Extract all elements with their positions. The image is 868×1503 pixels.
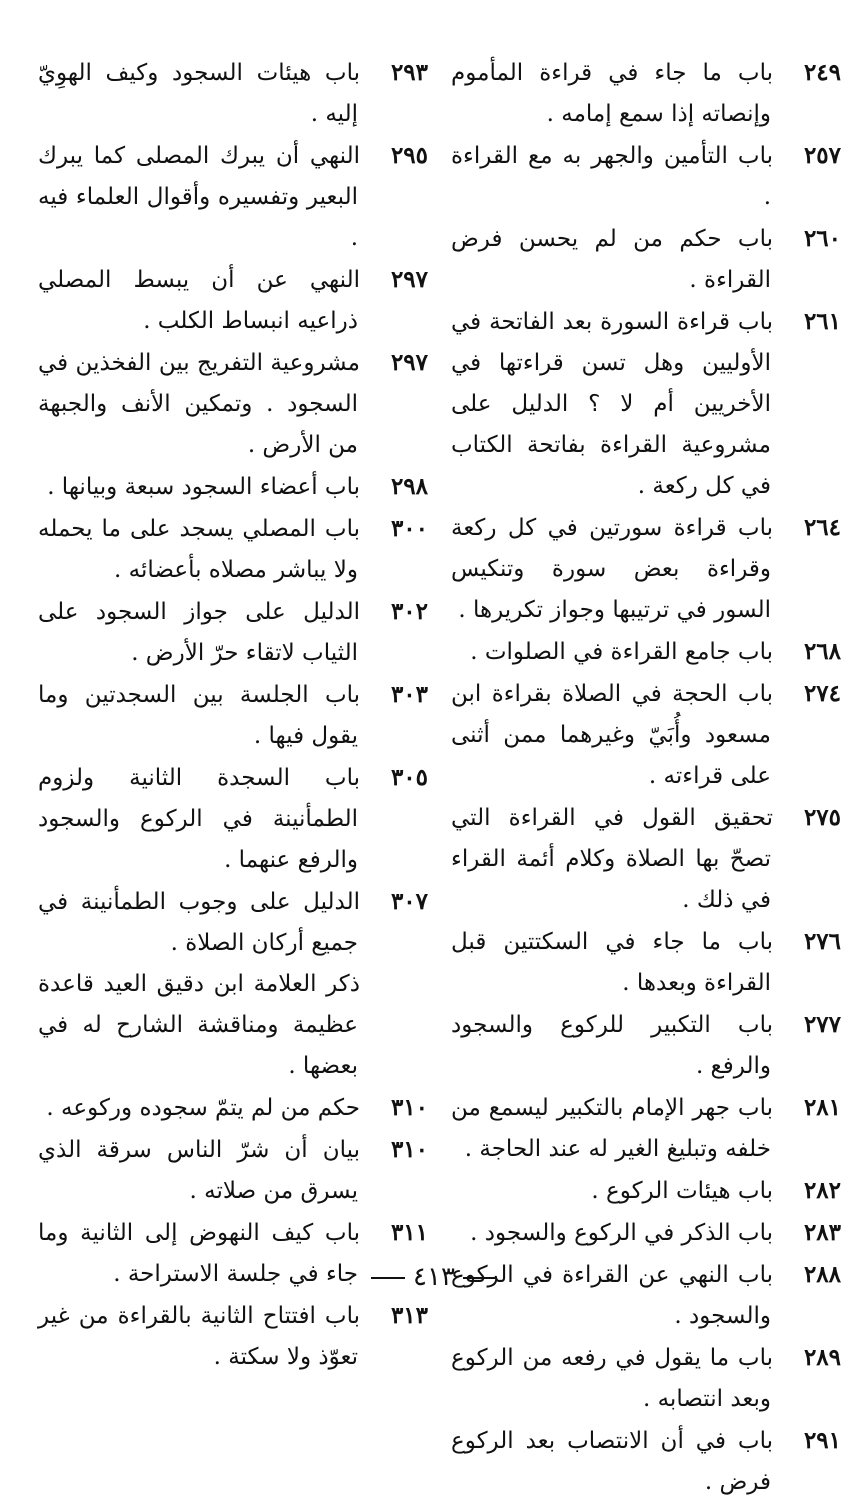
entry-page-number: ٣١٠ (390, 1136, 428, 1163)
entry-page-number: ٢٩٨ (390, 473, 428, 500)
entry-page-number: ٢٦٨ (803, 638, 841, 665)
toc-entry (38, 674, 428, 757)
entry-page-number: ٢٩٧ (390, 349, 428, 376)
entry-page-number: ٣١٣ (390, 1302, 428, 1329)
entry-title: باب الحجة في الصلاة بقراءة ابن مسعود وأُبَيّ وغيرهما ممن أثنى على قراءته . (451, 681, 773, 789)
toc-entry (451, 218, 841, 301)
entry-title: باب التأمين والجهر به مع القراءة . (451, 143, 773, 210)
entry-page-number: ٢٧٥ (803, 804, 841, 831)
toc-entry (38, 259, 428, 342)
entry-page-number: ٣٠٣ (390, 681, 428, 708)
entry-title: تحقيق القول في القراءة التي تصحّ بها الصلاة وكلام أئمة القراء في ذلك . (451, 805, 773, 913)
entry-page-number: ٢٩٥ (390, 142, 428, 169)
toc-entry (38, 1087, 428, 1129)
entry-title: باب التكبير للركوع والسجود والرفع . (451, 1012, 773, 1079)
entry-page-number: ٢٧٦ (803, 928, 841, 955)
entry-page-number: ٣٠٢ (390, 598, 428, 625)
entry-title: باب قراءة سورتين في كل ركعة وقراءة بعض سورة وتنكيس السور في ترتيبها وجواز تكريرها . (451, 515, 773, 623)
entry-page-number: ٢٩١ (803, 1427, 841, 1454)
toc-entry (451, 1170, 841, 1212)
toc-entry (38, 508, 428, 591)
entry-page-number: ٣٠٧ (390, 888, 428, 915)
entry-title: النهي أن يبرك المصلى كما يبرك البعير وتفسيره وأقوال العلماء فيه . (38, 143, 360, 251)
entry-page-number: ٢٦٤ (803, 514, 841, 541)
entry-title: مشروعية التفريج بين الفخذين في السجود . وتمكين الأنف والجبهة من الأرض . (38, 350, 360, 458)
entry-title: باب النهي عن القراءة في الركوع والسجود . (451, 1262, 773, 1329)
toc-entry (451, 1420, 841, 1503)
toc-entry (451, 1004, 841, 1087)
entry-page-number: ٢٦٠ (803, 225, 841, 252)
toc-entry (38, 1295, 428, 1378)
entry-title: النهي عن أن يبسط المصلي ذراعيه انبساط الكلب . (38, 267, 360, 334)
entry-title: باب المصلي يسجد على ما يحمله ولا يباشر مصلاه بأعضائه . (38, 516, 360, 583)
entry-title: باب أعضاء السجود سبعة وبيانها . (47, 474, 360, 500)
entry-title: باب السجدة الثانية ولزوم الطمأنينة في الركوع والسجود والرفع عنهما . (38, 765, 360, 873)
entry-page-number: ٢٥٧ (803, 142, 841, 169)
entry-title: باب الجلسة بين السجدتين وما يقول فيها . (38, 682, 360, 749)
entry-title: باب الذكر في الركوع والسجود . (470, 1220, 773, 1246)
footer-dash (463, 1277, 497, 1279)
entry-title: باب في أن الانتصاب بعد الركوع فرض . (451, 1428, 773, 1495)
entry-page-number: ٣٠٥ (390, 764, 428, 791)
entry-title: باب افتتاح الثانية بالقراءة من غير تعوّذ ولا سكتة . (38, 1303, 360, 1370)
entry-title: باب جهر الإمام بالتكبير ليسمع من خلفه وتبليغ الغير له عند الحاجة . (451, 1095, 773, 1162)
entry-title: باب حكم من لم يحسن فرض القراءة . (451, 226, 773, 293)
left-column (38, 52, 428, 1378)
entry-title: باب كيف النهوض إلى الثانية وما جاء في جلسة الاستراحة . (38, 1220, 360, 1287)
entry-page-number: ٢٨١ (803, 1094, 841, 1121)
toc-entry (451, 631, 841, 673)
entry-page-number: ٢٨٢ (803, 1177, 841, 1204)
toc-entry (38, 466, 428, 508)
entry-page-number: ٢٧٤ (803, 680, 841, 707)
entry-title: باب قراءة السورة بعد الفاتحة في الأوليين وهل تسن قراءتها في الأخريين أم لا ؟ الدليل على مشروعية القراءة بفاتحة الكتاب في كل ركعة . (451, 309, 773, 499)
toc-entry (38, 757, 428, 881)
entry-title: باب هيئات الركوع . (591, 1178, 773, 1204)
toc-entry (451, 52, 841, 135)
entry-page-number: ٣١١ (390, 1219, 428, 1246)
entry-title: باب ما جاء في قراءة المأموم وإنصاته إذا سمع إمامه . (451, 60, 773, 127)
toc-entry (451, 921, 841, 1004)
toc-entry (38, 52, 428, 135)
entry-title: باب هيئات السجود وكيف الهوِيّ إليه . (38, 60, 360, 127)
entry-page-number: ٢٨٩ (803, 1344, 841, 1371)
entry-page-number: ٢٩٣ (390, 59, 428, 86)
footer-dash (371, 1277, 405, 1279)
entry-page-number: ٢٨٨ (803, 1261, 841, 1288)
entry-title: ذكر العلامة ابن دقيق العيد قاعدة عظيمة ومناقشة الشارح له في بعضها . (38, 971, 360, 1079)
toc-entry (38, 342, 428, 466)
toc-entry (451, 507, 841, 631)
entry-title: حكم من لم يتمّ سجوده وركوعه . (46, 1095, 360, 1121)
entry-page-number: ٢٧٧ (803, 1011, 841, 1038)
entry-page-number: ٣٠٠ (390, 515, 428, 542)
toc-entry (451, 1087, 841, 1170)
toc-entry (451, 1212, 841, 1254)
toc-entry (451, 673, 841, 797)
entry-page-number: ٣١٠ (390, 1094, 428, 1121)
toc-entry (38, 591, 428, 674)
entry-title: باب ما جاء في السكتتين قبل القراءة وبعدها . (451, 929, 773, 996)
toc-entry (38, 881, 428, 964)
entry-title: باب جامع القراءة في الصلوات . (470, 639, 773, 665)
toc-entry (38, 135, 428, 259)
entry-title: الدليل على وجوب الطمأنينة في جميع أركان الصلاة . (38, 889, 360, 956)
toc-entry (38, 1129, 428, 1212)
toc-entry (38, 964, 428, 1087)
entry-title: الدليل على جواز السجود على الثياب لاتقاء حرّ الأرض . (38, 599, 360, 666)
toc-entry (451, 797, 841, 921)
toc-entry (451, 135, 841, 218)
page-number: ٤١٣ (413, 1262, 455, 1292)
toc-entry (451, 1337, 841, 1420)
toc-entry (451, 301, 841, 507)
entry-page-number: ٢٨٣ (803, 1219, 841, 1246)
entry-page-number: ٢٩٧ (390, 266, 428, 293)
page-footer (0, 1262, 868, 1292)
entry-page-number: ٢٤٩ (803, 59, 841, 86)
entry-page-number: ٢٦١ (803, 308, 841, 335)
entry-title: باب ما يقول في رفعه من الركوع وبعد انتصابه . (451, 1345, 773, 1412)
entry-title: بيان أن شرّ الناس سرقة الذي يسرق من صلاته . (38, 1137, 360, 1204)
